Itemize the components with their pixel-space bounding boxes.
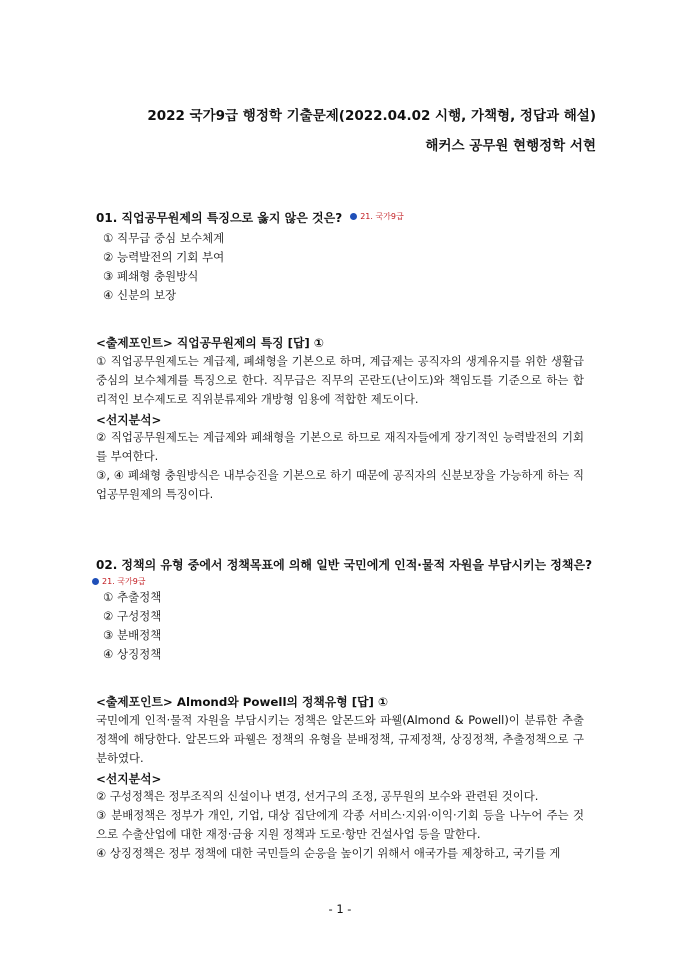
q2-option-4: ④ 상징정책: [103, 647, 162, 661]
q1-option-4: ④ 신분의 보장: [103, 288, 177, 302]
question-1-tag: [350, 211, 404, 222]
q2-point-heading: <출제포인트> Almond와 Powell의 정책유형 [답] ①: [96, 695, 388, 709]
q1-analysis-1: ② 직업공무원제도는 계급제와 폐쇄형을 기본으로 하므로 재직자들에게 장기적인 능력발전의 기회를 부여한다.: [96, 430, 584, 463]
bullet-dot-icon: [92, 578, 99, 585]
q2-point-text: 국민에게 인적·물적 자원을 부담시키는 정책은 알몬드와 파웰(Almond & Powell)이 분류한 추출정책에 해당한다. 알몬드와 파웰은 정책의 유형을 분배정책, 규제정책, 상징정책, 추출정책으로 구분하였다.: [96, 713, 584, 765]
question-1-text: 01. 직업공무원제의 특징으로 옳지 않은 것은?: [96, 211, 343, 225]
question-1: [96, 209, 404, 226]
q2-option-2: ② 구성정책: [103, 609, 162, 623]
q1-analysis-2: ③, ④ 폐쇄형 충원방식은 내부승진을 기본으로 하기 때문에 공직자의 신분보장을 가능하게 하는 직업공무원제의 특징이다.: [96, 468, 584, 501]
q1-option-1: ① 직무급 중심 보수체계: [103, 231, 225, 245]
q2-analysis-2: ③ 분배정책은 정부가 개인, 기업, 대상 집단에게 각종 서비스·지위·이익·기회 등을 나누어 주는 것으로 수출산업에 대한 재정·금융 지원 정책과 도로·항만 건설사업 등을 말한다.: [96, 808, 584, 841]
document-title: 2022 국가9급 행정학 기출문제(2022.04.02 시행, 가책형, 정답과 해설): [147, 108, 596, 124]
q1-option-3: ③ 폐쇄형 충원방식: [103, 269, 199, 283]
q1-option-2: ② 능력발전의 기회 부여: [103, 250, 225, 264]
q2-analysis-heading: <선지분석>: [96, 772, 162, 786]
q2-analysis-3: ④ 상징정책은 정부 정책에 대한 국민들의 순응을 높이기 위해서 애국가를 제창하고, 국기를 게: [96, 846, 561, 860]
q1-point-heading: <출제포인트> 직업공무원제의 특징 [답] ①: [96, 336, 324, 350]
question-2-tag: [92, 576, 146, 587]
q1-analysis-heading: <선지분석>: [96, 413, 162, 427]
question-2-tag-label: 21. 국가9급: [102, 577, 146, 586]
q2-option-1: ① 추출정책: [103, 590, 162, 604]
q2-analysis-1: ② 구성정책은 정부조직의 신설이나 변경, 선거구의 조정, 공무원의 보수와 관련된 것이다.: [96, 789, 539, 803]
bullet-dot-icon: [350, 213, 357, 220]
q2-option-3: ③ 분배정책: [103, 628, 162, 642]
question-1-tag-label: 21. 국가9급: [360, 212, 404, 221]
document-subtitle: 해커스 공무원 현행정학 서현: [425, 138, 596, 154]
question-2-text: 02. 정책의 유형 중에서 정책목표에 의해 일반 국민에게 인적·물적 자원을 부담시키는 정책은?: [96, 558, 593, 572]
page-number: - 1 -: [328, 902, 352, 916]
q1-point-text: ① 직업공무원제도는 계급제, 폐쇄형을 기본으로 하며, 계급제는 공직자의 생계유지를 위한 생활급 중심의 보수체계를 특징으로 한다. 직무급은 직무의 곤란도(난이도)와 책임도를 기준으로 하는 합리적인 보수제도로 직위분류제와 개방형 임용에 적합한 제도이다.: [96, 354, 584, 406]
